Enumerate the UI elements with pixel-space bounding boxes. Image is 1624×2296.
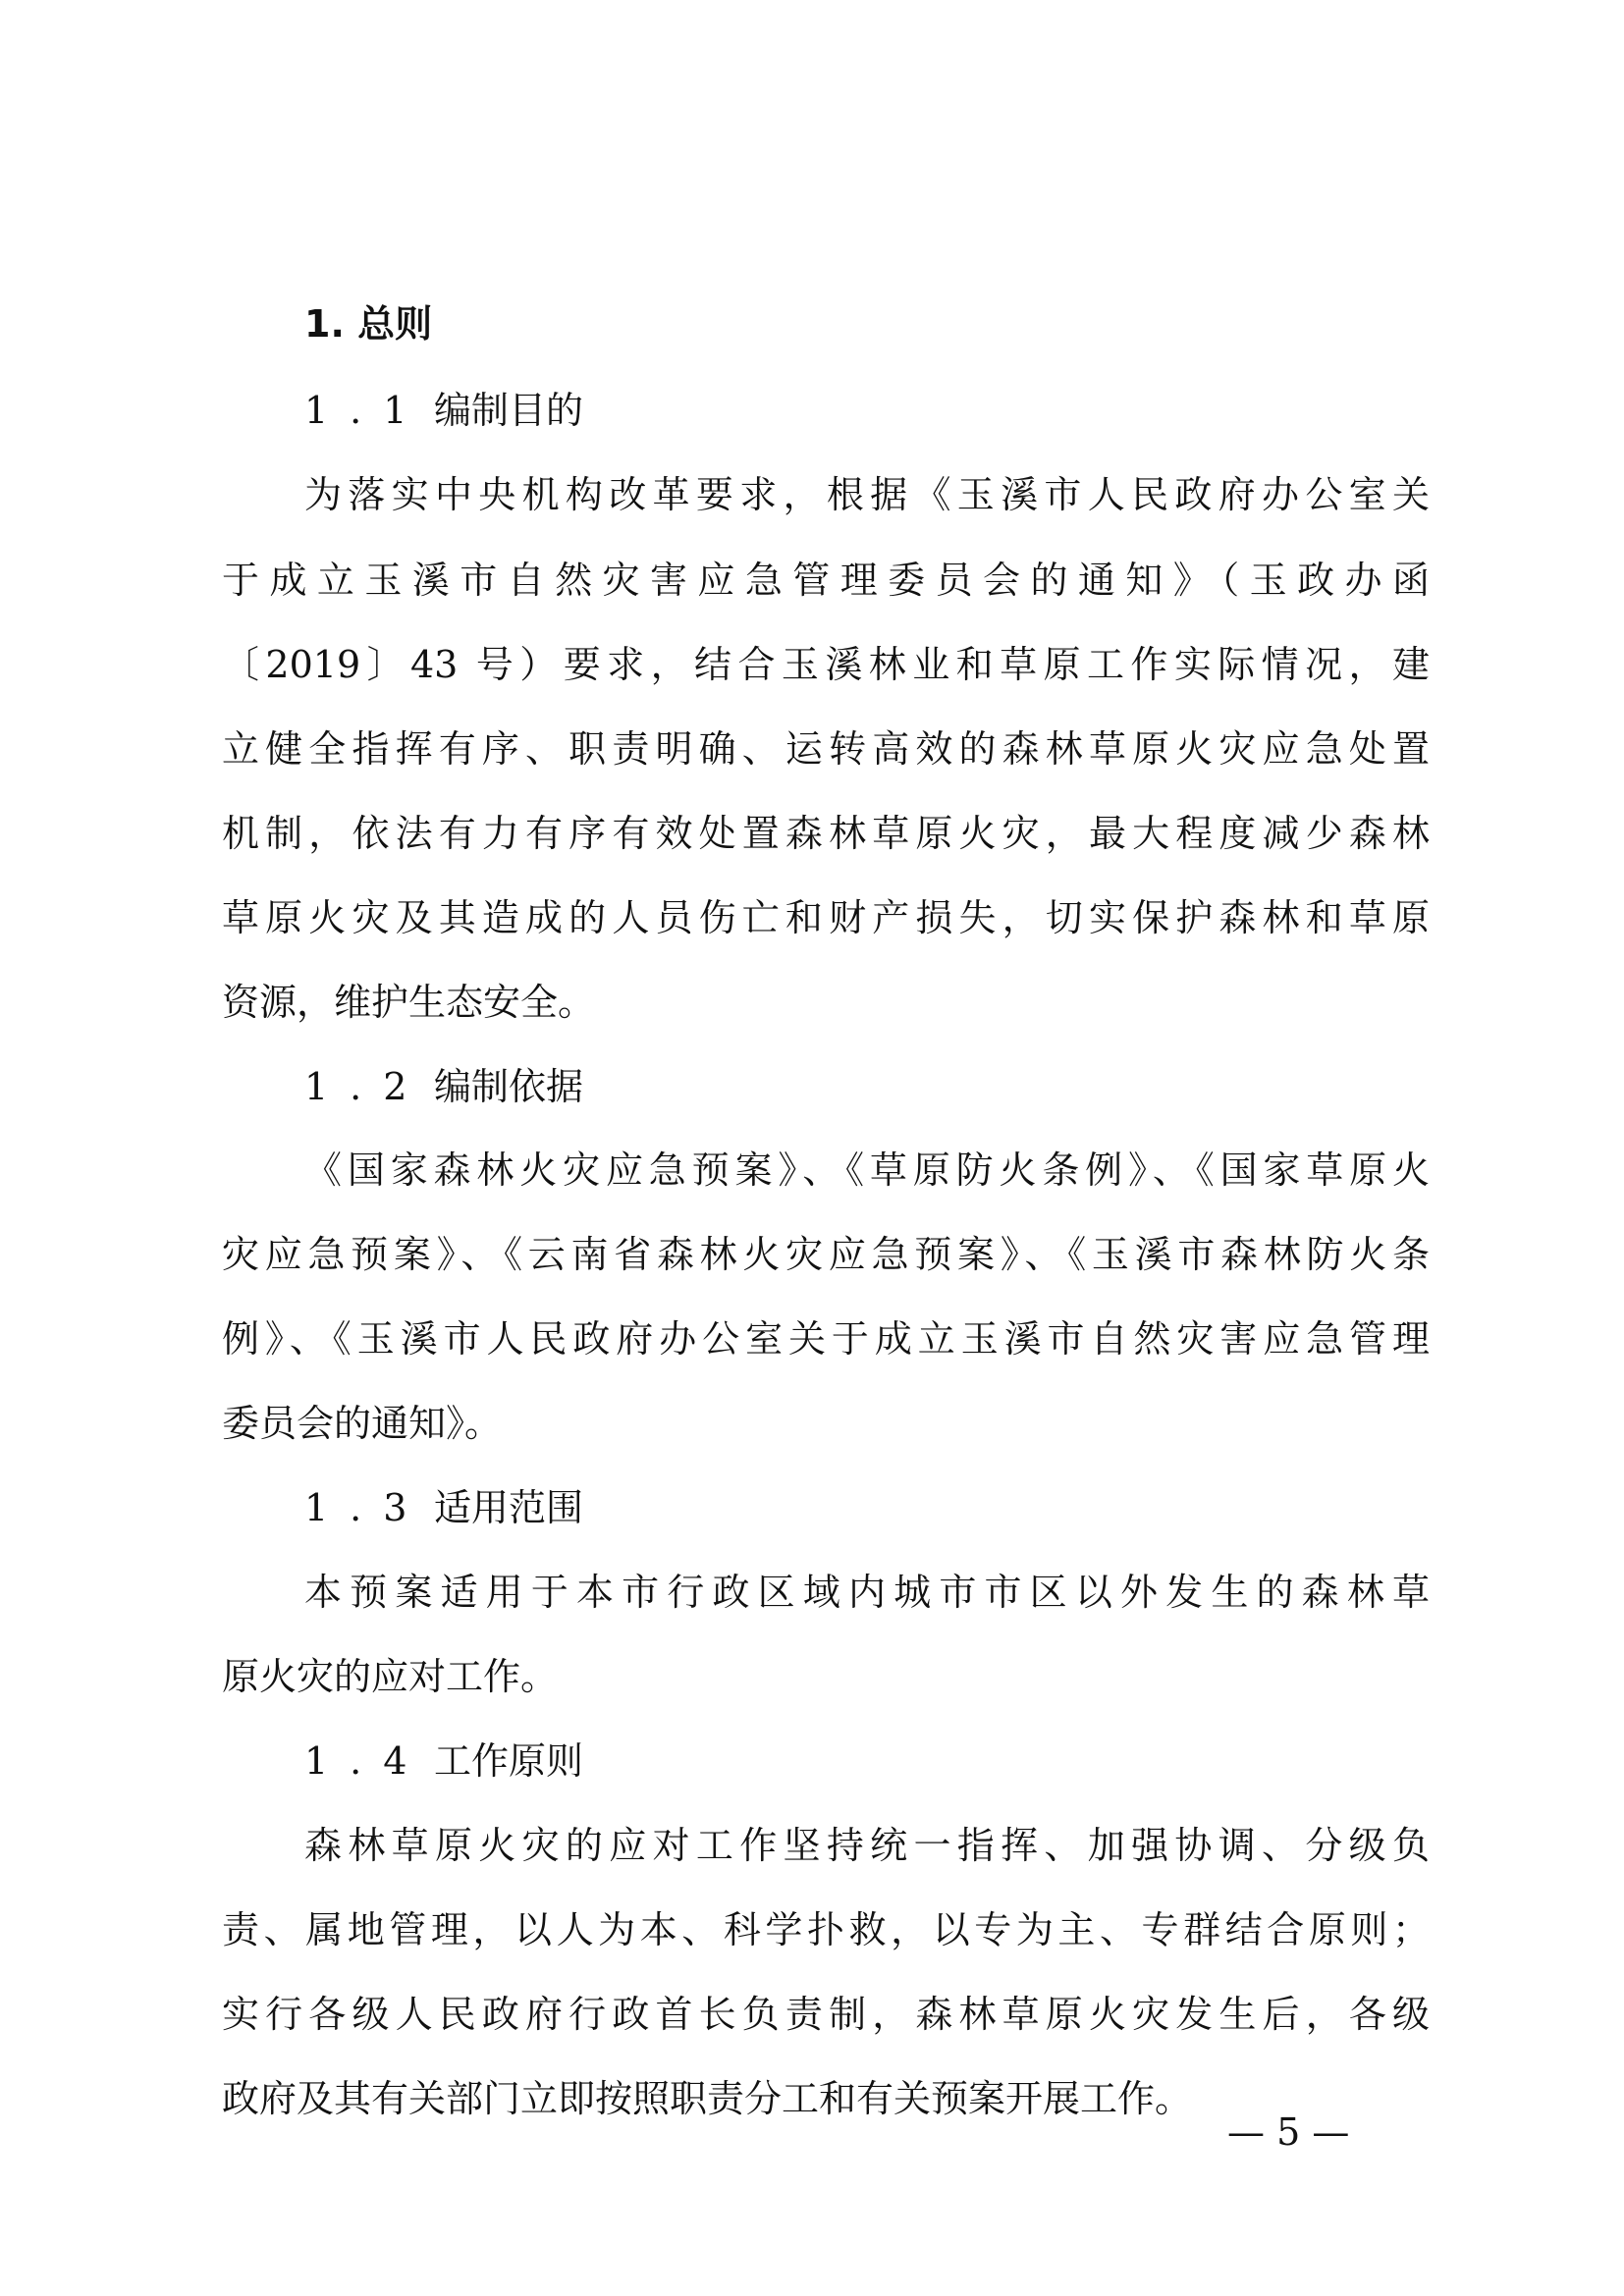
section-heading-1-4 xyxy=(304,1737,583,1785)
section-title: 适用范围 xyxy=(434,1486,584,1529)
paragraph-line: 例》、《玉溪市人民政府办公室关于成立玉溪市自然灾害应急管理 xyxy=(222,1317,1430,1361)
paragraph-line: 机制，依法有力有序有效处置森林草原火灾，最大程度减少森林 xyxy=(222,812,1430,855)
paragraph-line: 委员会的通知》。 xyxy=(222,1402,503,1445)
paragraph-line: 原火灾的应对工作。 xyxy=(222,1655,559,1698)
section-heading-1-2 xyxy=(304,1063,583,1110)
paragraph-line: 为落实中央机构改革要求，根据《玉溪市人民政府办公室关 xyxy=(304,473,1430,516)
paragraph-line: 本预案适用于本市行政区域内城市市区以外发生的森林草 xyxy=(304,1571,1430,1614)
section-title: 工作原则 xyxy=(434,1739,584,1783)
section-number: 1.1 xyxy=(304,389,429,432)
paragraph-line: 实行各级人民政府行政首长负责制，森林草原火灾发生后，各级 xyxy=(222,1993,1430,2036)
section-heading-1-1 xyxy=(304,387,583,434)
section-heading-1: 1. 总则 xyxy=(304,302,433,346)
section-number: 1.4 xyxy=(304,1739,429,1783)
section-number: 1.3 xyxy=(304,1486,429,1529)
section-number: 1.2 xyxy=(304,1065,429,1108)
paragraph-line: 政府及其有关部门立即按照职责分工和有关预案开展工作。 xyxy=(222,2077,1193,2120)
section-title: 编制依据 xyxy=(434,1065,584,1108)
paragraph-line: 〔2019〕43 号）要求，结合玉溪林业和草原工作实际情况，建 xyxy=(222,643,1430,686)
paragraph-line: 森林草原火灾的应对工作坚持统一指挥、加强协调、分级负 xyxy=(304,1824,1430,1867)
paragraph-line: 责、属地管理，以人为本、科学扑救，以专为主、专群结合原则； xyxy=(222,1908,1430,1951)
section-title: 编制目的 xyxy=(434,389,584,432)
paragraph-line: 《国家森林火灾应急预案》、《草原防火条例》、《国家草原火 xyxy=(304,1148,1430,1192)
page-number: — 5 — xyxy=(1227,2110,1350,2154)
paragraph-line: 于成立玉溪市自然灾害应急管理委员会的通知》（玉政办函 xyxy=(222,559,1430,602)
paragraph-line: 草原火灾及其造成的人员伤亡和财产损失，切实保护森林和草原 xyxy=(222,896,1430,939)
paragraph-line: 立健全指挥有序、职责明确、运转高效的森林草原火灾应急处置 xyxy=(222,727,1430,771)
paragraph-line: 资源，维护生态安全。 xyxy=(222,981,596,1024)
section-heading-1-3 xyxy=(304,1484,583,1531)
paragraph-line: 灾应急预案》、《云南省森林火灾应急预案》、《玉溪市森林防火条 xyxy=(222,1233,1430,1276)
